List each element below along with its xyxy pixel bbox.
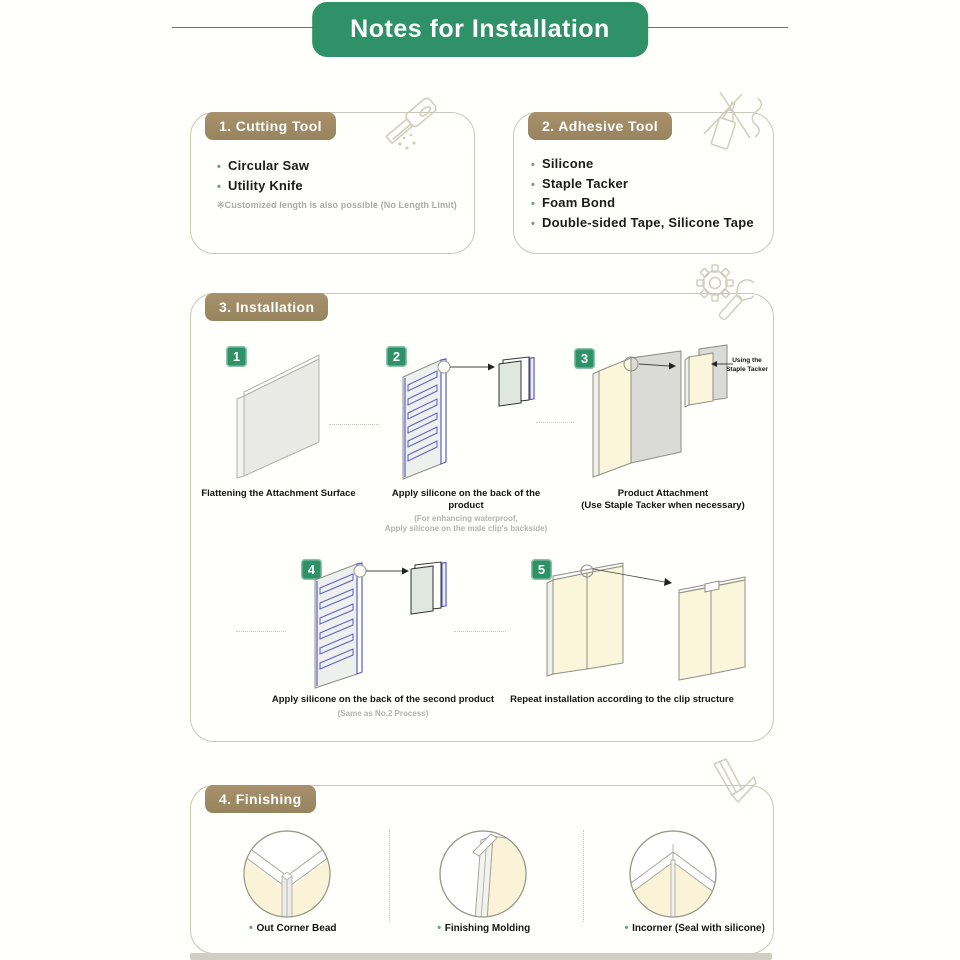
caption-text: Flattening the Attachment Surface xyxy=(201,488,356,499)
section-label-adhesive: 2. Adhesive Tool xyxy=(528,112,672,140)
caption-text: Finishing Molding xyxy=(444,923,531,934)
bullet-icon xyxy=(531,194,542,214)
caption-subline: Apply silicone on the male clip's backside) xyxy=(384,524,548,533)
step2-caption xyxy=(376,488,556,534)
list-item-label: Staple Tacker xyxy=(542,175,629,191)
section-label-installation: 3. Installation xyxy=(205,293,328,321)
list-item-label: Silicone xyxy=(542,156,594,171)
step2-silicone-illustration xyxy=(391,349,536,481)
cutting-tool-list xyxy=(217,157,457,211)
section-installation xyxy=(190,293,774,742)
step1-caption xyxy=(191,488,366,500)
section-label-cutting: 1. Cutting Tool xyxy=(205,112,336,140)
finishing-molding-illustration xyxy=(437,828,529,920)
page-title: Notes for Installation xyxy=(312,2,648,57)
step5-repeat-illustration xyxy=(539,556,751,686)
finishing-caption xyxy=(603,922,783,934)
caption-text: Apply silicone on the back of the second product xyxy=(271,694,495,705)
incorner-illustration xyxy=(627,828,719,920)
list-item xyxy=(217,177,457,197)
step4-silicone-illustration xyxy=(303,556,448,691)
caption-text: Repeat installation according to the clip structure xyxy=(510,694,734,705)
list-item-label: Utility Knife xyxy=(228,177,303,193)
list-item xyxy=(531,175,754,195)
step-number-badge: 1 xyxy=(226,346,247,367)
step-number-badge: 5 xyxy=(531,559,552,580)
caption-text: Product Attachment xyxy=(617,488,709,499)
annotation-line: Using the xyxy=(732,357,762,364)
bullet-icon xyxy=(621,922,632,934)
step3-caption xyxy=(558,488,768,511)
step1-panel-illustration xyxy=(231,349,326,479)
list-item-label: Circular Saw xyxy=(228,158,310,173)
caption-text: Out Corner Bead xyxy=(256,923,337,934)
out-corner-bead-illustration xyxy=(241,828,333,920)
list-item-label: Double-sided Tape, Silicone Tape xyxy=(542,214,754,230)
cutting-note: ※Customized length is also possible (No Length Limit) xyxy=(217,200,457,210)
caption-subline: (For enhancing waterproof, xyxy=(414,514,518,523)
dotted-separator xyxy=(536,422,574,423)
dotted-separator xyxy=(236,631,286,632)
section-adhesive-tool xyxy=(513,112,774,254)
step3-annotation xyxy=(721,356,773,374)
dotted-separator xyxy=(454,631,506,632)
caption-text: Apply silicone on the back of the product xyxy=(391,488,541,511)
dotted-separator xyxy=(329,424,379,425)
bullet-icon xyxy=(531,175,542,195)
finishing-caption xyxy=(412,922,552,934)
caption-text: (Use Staple Tacker when necessary) xyxy=(581,499,745,511)
bullet-icon xyxy=(531,155,542,175)
adhesive-tool-list xyxy=(531,155,754,233)
section-label-finishing: 4. Finishing xyxy=(205,785,316,813)
section-finishing xyxy=(190,785,774,954)
bullet-icon xyxy=(434,922,445,934)
caption-subtext xyxy=(376,514,556,534)
bullet-icon xyxy=(245,922,256,934)
bullet-icon xyxy=(217,177,228,197)
dotted-separator xyxy=(583,830,584,922)
bullet-icon xyxy=(531,214,542,234)
caption-subtext: (Same as No.2 Process) xyxy=(337,708,429,718)
step-number-badge: 3 xyxy=(574,348,595,369)
dotted-separator xyxy=(389,830,390,922)
bullet-icon xyxy=(217,157,228,177)
list-item xyxy=(531,214,754,234)
list-item xyxy=(531,155,754,175)
next-section-edge-bar xyxy=(190,953,772,960)
step3-attachment-illustration xyxy=(581,344,741,482)
step4-caption xyxy=(268,694,498,719)
finishing-caption xyxy=(226,922,356,934)
step-number-badge: 4 xyxy=(301,559,322,580)
step5-caption xyxy=(502,694,742,706)
list-item-label: Foam Bond xyxy=(542,195,616,210)
list-item xyxy=(217,157,457,177)
section-cutting-tool xyxy=(190,112,475,254)
step-number-badge: 2 xyxy=(386,346,407,367)
annotation-line: Staple Tacker xyxy=(726,366,768,373)
list-item xyxy=(531,194,754,214)
caption-text: Incorner (Seal with silicone) xyxy=(632,923,765,934)
